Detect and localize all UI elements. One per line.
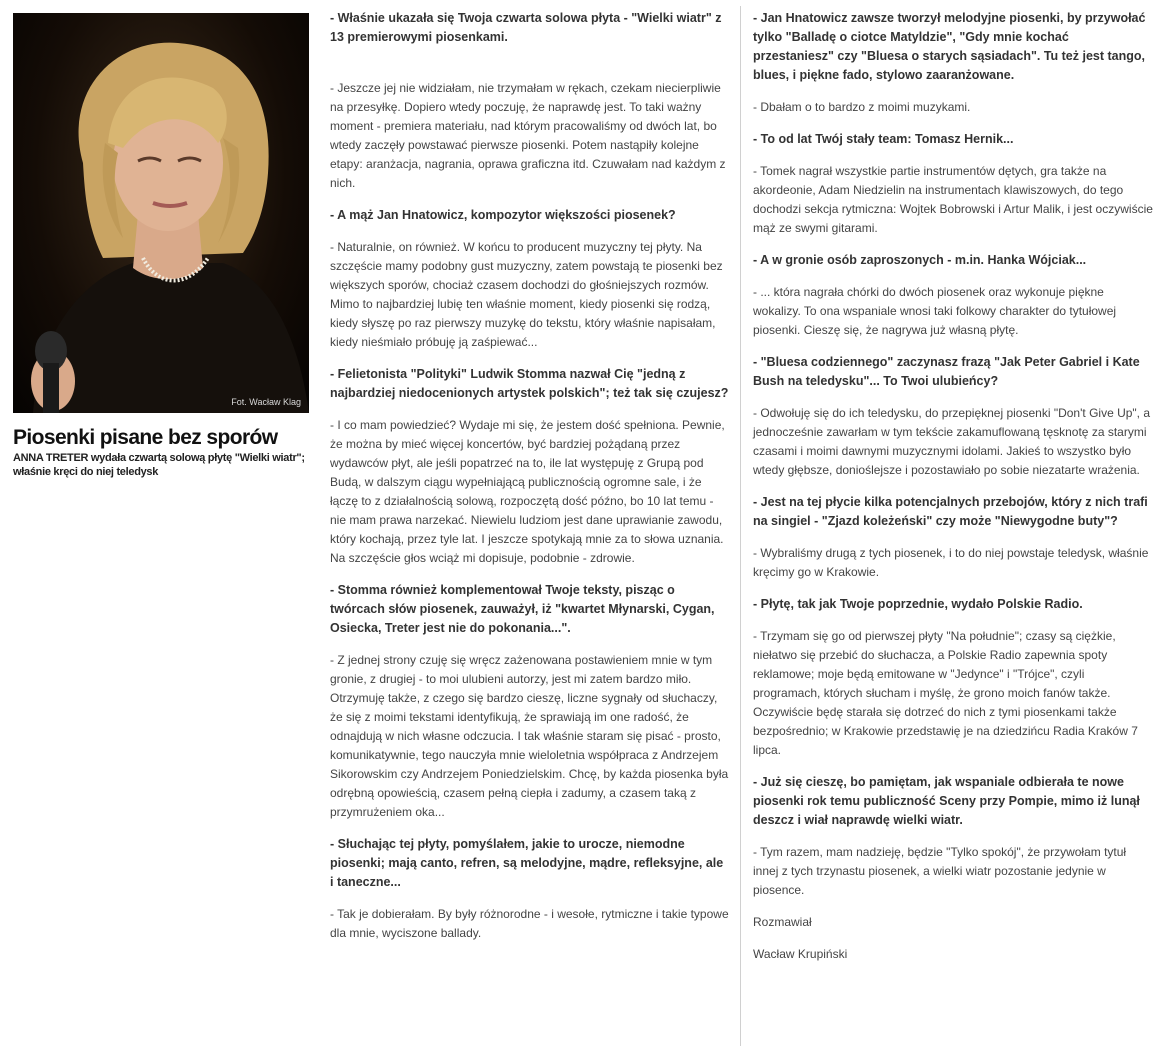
- article-lead: ANNA TRETER wydała czwartą solową płytę "Wielki wiatr"; właśnie kręci do niej teledysk: [13, 452, 305, 478]
- interview-answer: - Naturalnie, on również. W końcu to producent muzyczny tej płyty. Na szczęście mamy podobny gust muzyczny, zatem powstają te piosenki bez większych sporów, chociaż czasem dochodzi do głośniejszych rozmów. Mimo to najbardziej lubię ten właśnie moment, kiedy piosenki się rodzą, kiedy słyszę po raz pierwszy muzykę do tekstu, który właśnie napisałam, kiedy nieśmiało próbuję ją zaśpiewać...: [330, 240, 723, 349]
- column-divider: [740, 6, 741, 1046]
- singer-photo: [13, 13, 309, 413]
- interview-answer: Wacław Krupiński: [753, 947, 848, 961]
- interview-column-1: [330, 9, 730, 956]
- interview-question: - Już się cieszę, bo pamiętam, jak wspaniale odbierała te nowe piosenki rok temu publiczność Sceny przy Pompie, mimo iż lunął deszcz i wiał naprawdę wielki wiatr.: [753, 775, 1140, 827]
- article-headline: Piosenki pisane bez sporów: [13, 426, 278, 449]
- interview-column-2: [753, 9, 1153, 977]
- interview-question: - "Bluesa codziennego" zaczynasz frazą "Jak Peter Gabriel i Kate Bush na teledysku"... To Twoi ulubieńcy?: [753, 355, 1140, 388]
- interview-question: - Jest na tej płycie kilka potencjalnych przebojów, który z nich trafi na singiel - "Zjazd koleżeński" czy może "Niewygodne buty"?: [753, 495, 1148, 528]
- sidebar: [13, 13, 309, 479]
- interview-answer: - ... która nagrała chórki do dwóch piosenek oraz wykonuje piękne wokalizy. To ona wspaniale wnosi taki folkowy charakter do tytułowej piosenki. Cieszę się, że nagrywa już własną płytę.: [753, 285, 1117, 337]
- interview-answer: - Tomek nagrał wszystkie partie instrumentów dętych, gra także na akordeonie, Adam Niedzielin na instrumentach klawiszowych, do tego dochodzi sekcja rytmiczna: Wojtek Bobrowski i Artur Malik, i jest oczywiście mąż ze swymi gitarami.: [753, 164, 1153, 235]
- photo-credit: Fot. Wacław Klag: [231, 397, 301, 407]
- interview-question: - Płytę, tak jak Twoje poprzednie, wydało Polskie Radio.: [753, 597, 1083, 611]
- interview-question: - A w gronie osób zaproszonych - m.in. Hanka Wójciak...: [753, 253, 1087, 267]
- interview-answer: - I co mam powiedzieć? Wydaje mi się, że jestem dość spełniona. Pewnie, że można by mieć więcej koncertów, być bardziej pożądaną przez wydawców płyt, ale jeśli popatrzeć na to, ile lat występuję z Grupą pod Budą, w dalszym ciągu wypełniającą publicznością ogromne sale, i że łączę to z działalnością solową, rozpoczętą dość późno, bo 10 lat temu - nie mam prawa narzekać. Niewielu ludziom jest dane uprawianie zawodu, który kochają, przez tyle lat. I jeszcze spotykają mnie za to słowa uznania. Na szczęście głos wciąż mi dopisuje, podobnie - zdrowie.: [330, 418, 725, 565]
- interview-answer: - Z jednej strony czuję się wręcz zażenowana postawieniem mnie w tym gronie, z drugiej - to moi ulubieni autorzy, jest mi zatem bardzo miło. Otrzymuję także, z czego się bardzo cieszę, liczne sygnały od słuchaczy, że się z moimi tekstami identyfikują, że sprawiają im one radość, że odnajdują w nich własne odczucia. I tak właśnie staram się pisać - prosto, komunikatywnie, tego nauczyła mnie wieloletnia współpraca z Andrzejem Sikorowskim czy Andrzejem Poniedzielskim. Chcę, by każda piosenka była odrębną opowieścią, czasem pełną ciepła i zadumy, a czasem taką z przymrużeniem oka...: [330, 653, 729, 819]
- interview-question: - Właśnie ukazała się Twoja czwarta solowa płyta - "Wielki wiatr" z 13 premierowymi piosenkami.: [330, 11, 722, 44]
- interview-question: - Słuchając tej płyty, pomyślałem, jakie to urocze, niemodne piosenki; mają canto, refren, są melodyjne, mądre, refleksyjne, ale i taneczne...: [330, 837, 724, 889]
- interview-answer: - Jeszcze jej nie widziałam, nie trzymałam w rękach, czekam niecierpliwie na przesyłkę. Dopiero wtedy poczuję, że naprawdę jest. To taki ważny moment - premiera materiału, nad którym pracowaliśmy od dwóch lat, bo wtedy zaczęły powstawać pierwsze piosenki. Potem nastąpiły kolejne etapy: aranżacja, nagrania, oprawa graficzna itd. Czuwałam nad każdym z nich.: [330, 81, 726, 190]
- interview-question: - Felietonista "Polityki" Ludwik Stomma nazwał Cię "jedną z najbardziej niedocenionych artystek polskich"; też tak się czujesz?: [330, 367, 729, 400]
- interview-answer: - Trzymam się go od pierwszej płyty "Na południe"; czasy są ciężkie, niełatwo się przebić do słuchacza, a Polskie Radio zapewnia spoty reklamowe; moje będą emitowane w "Jedynce" i "Trójce", czyli programach, których słucham i myślę, że grono moich fanów także. Oczywiście będę starała się dotrzeć do nich z tymi piosenkami także bezpośrednio; w Krakowie przedstawię je na dziedzińcu Radia Kraków 7 lipca.: [753, 629, 1138, 757]
- interview-question: - Jan Hnatowicz zawsze tworzył melodyjne piosenki, by przywołać tylko "Balladę o ciotce Matyldzie", "Gdy mnie kochać przestaniesz" czy "Bluesa o starych sąsiadach". Tu też jest tango, blues, i piękne fado, stylowo zaaranżowane.: [753, 11, 1146, 82]
- interview-answer: Rozmawiał: [753, 915, 812, 929]
- interview-answer: - Wybraliśmy drugą z tych piosenek, i to do niej powstaje teledysk, właśnie kręcimy go w Krakowie.: [753, 546, 1149, 579]
- interview-answer: - Dbałam o to bardzo z moimi muzykami.: [753, 100, 971, 114]
- interview-question: - To od lat Twój stały team: Tomasz Hernik...: [753, 132, 1014, 146]
- interview-question: - Stomma również komplementował Twoje teksty, pisząc o twórcach słów piosenek, zauważył, iż "kwartet Młynarski, Cygan, Osiecka, Treter jest nie do pokonania...".: [330, 583, 715, 635]
- interview-question: - A mąż Jan Hnatowicz, kompozytor większości piosenek?: [330, 208, 676, 222]
- interview-answer: - Odwołuję się do ich teledysku, do przepięknej piosenki "Don't Give Up", a jednocześnie zawarłam w tym tekście zakamuflowaną tęsknotę za starymi czasami i moimi dawnymi muzycznymi idolami. Jakieś to wszystko było wtedy głębsze, donioślejsze i pozostawiało po sobie niezatarte wrażenia.: [753, 406, 1151, 477]
- interview-answer: - Tak je dobierałam. By były różnorodne - i wesołe, rytmiczne i takie typowe dla mnie, wyciszone ballady.: [330, 907, 729, 940]
- portrait-illustration: [13, 13, 309, 413]
- spacer: [330, 60, 730, 79]
- interview-answer: - Tym razem, mam nadzieję, będzie "Tylko spokój", że przywołam tytuł innej z tych trzynastu piosenek, a wielki wiatr pozostanie jedynie w piosence.: [753, 845, 1127, 897]
